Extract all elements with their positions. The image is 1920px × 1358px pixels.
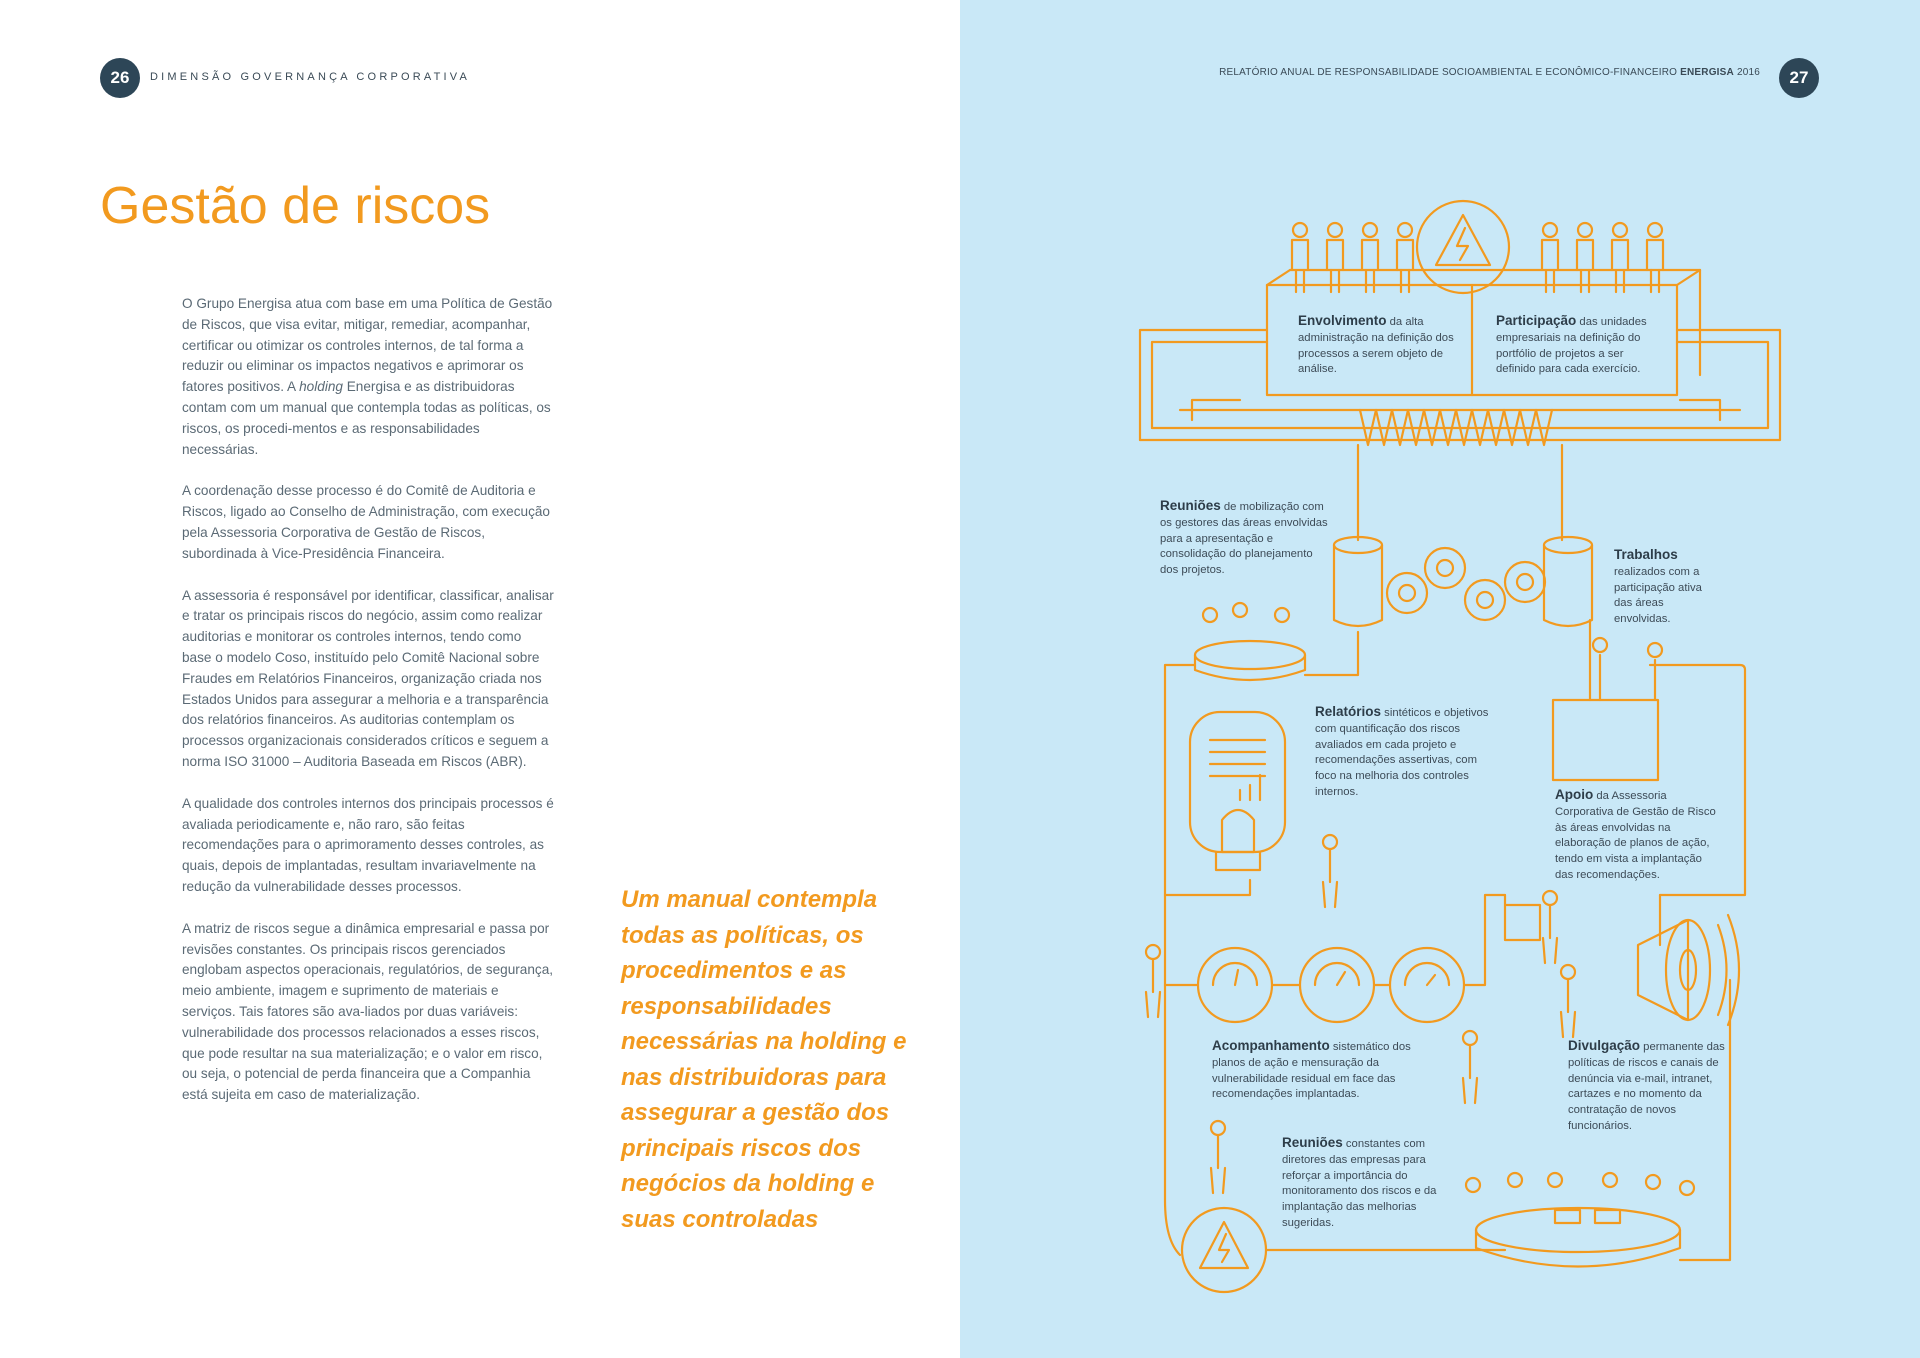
caption-apoio: Apoio da Assessoria Corporativa de Gestão de Risco às áreas envolvidas na elaboração de planos de ação, tendo em vista a implantação das recomendações. <box>1555 787 1716 881</box>
paragraph-4: A qualidade dos controles internos dos principais processos é avaliada periodicamente e, não raro, são feitas recomendações para o aprimoramento desses controles, as quais, depois de implantadas, resultam invariavelmente na redução da vulnerabilidade desses processos. <box>182 795 554 894</box>
page-title: Gestão de riscos <box>100 177 491 235</box>
caption-reunioes-mobilizacao: Reuniões de mobilização com os gestores das áreas envolvidas para a apresentação e consolidação do planejamento dos projetos. <box>1160 498 1328 577</box>
right-page <box>960 0 1920 1358</box>
caption-acompanhamento: Acompanhamento sistemático dos planos de ação e mensuração da vulnerabilidade residual em face das recomendações implantadas. <box>1212 1038 1411 1101</box>
gauges <box>1198 895 1505 1022</box>
report-icon <box>1190 712 1285 870</box>
section-header: DIMENSÃO GOVERNANÇA CORPORATIVA <box>150 71 471 83</box>
page-number-right: 27 <box>1779 58 1819 98</box>
pull-quote: Um manual contempla todas as políticas, os procedimentos e as responsabilidades necessárias na holding e nas distribuidoras para assegurar a gestão dos principais riscos dos negócios da holding e suas controladas <box>621 886 907 1233</box>
caption-divulgacao: Divulgação permanente das políticas de riscos e canais de denúncia via e-mail, intranet, cartazes e no momento da contratação de novos funcionários. <box>1568 1038 1725 1132</box>
caption-envolvimento: Envolvimento da alta administração na definição dos processos a serem objeto de análise. <box>1298 313 1454 376</box>
megaphone-icon <box>1505 895 1739 1025</box>
gears <box>1387 548 1545 620</box>
caption-participacao: Participação das unidades empresariais na definição do portfólio de projetos a ser definido para cada exercício. <box>1496 313 1647 376</box>
cylinder-right <box>1544 537 1592 626</box>
warning-icon-top <box>1417 201 1509 293</box>
caption-trabalhos: Trabalhos realizados com a participação ativa das áreas envolvidas. <box>1614 547 1702 626</box>
people-top <box>1292 223 1663 292</box>
body-text <box>182 294 554 1127</box>
main-loop <box>1165 665 1250 895</box>
cylinder-left <box>1334 537 1382 626</box>
report-header: RELATÓRIO ANUAL DE RESPONSABILIDADE SOCIOAMBIENTAL E ECONÔMICO-FINANCEIRO ENERGISA 2016 <box>1219 67 1760 78</box>
caption-reunioes-constantes: Reuniões constantes com diretores das empresas para reforçar a importância do monitoramento dos riscos e da implantação das melhorias sugeridas. <box>1282 1135 1437 1229</box>
meeting-table-bottom <box>1466 1173 1694 1267</box>
paragraph-3: A assessoria é responsável por identificar, classificar, analisar e tratar os principais riscos do negócio, assim como realizar auditorias e monitorar os controles internos, tendo como base o modelo Coso, instituído pelo Comitê Nacional sobre Fraudes em Relatórios Financeiros, organização criada nos Estados Unidos para assegurar a melhoria e a transparência dos relatórios financeiros. As auditorias contemplam os processos organizacionais considerados críticos e seguem a norma ISO 31000 – Auditoria Baseada em Riscos (ABR). <box>182 587 554 769</box>
paragraph-2: A coordenação desse processo é do Comitê de Auditoria e Riscos, ligado ao Conselho de Administração, com execução pela Assessoria Corporativa de Gestão de Riscos, subordinada à Vice-Presidência Financeira. <box>182 483 550 561</box>
paragraph-1: O Grupo Energisa atua com base em uma Política de Gestão de Riscos, que visa evitar, mitigar, remediar, acompanhar, certificar ou otimizar os controles internos, de tal forma a reduzir ou eliminar os impactos negativos e aprimorar os fatores positivos. A holding Energisa e as distribuidoras contam com um manual que contempla todas as políticas, os riscos, os procedi-mentos e as responsabilidades necessárias. <box>182 296 553 457</box>
caption-relatorios: Relatórios sintéticos e objetivos com quantificação dos riscos avaliados em cada projeto e recomendações assertivas, com foco na melhoria dos controles internos. <box>1315 704 1489 798</box>
page-number-left: 26 <box>100 58 140 98</box>
support-box <box>1553 638 1662 780</box>
paragraph-5: A matriz de riscos segue a dinâmica empresarial e passa por revisões constantes. Os principais riscos gerenciados englobam aspectos operacionais, regulatórios, de segurança, meio ambiente, imagem e suprimento de materiais e serviços. Tais fatores são ava-liados por duas variáveis: vulnerabilidade dos processos relacionados a esses riscos, que pode resultar na sua materialização; e o valor em risco, ou seja, o potencial de perda financeira que a Companhia está sujeita em caso de materialização. <box>182 920 554 1103</box>
